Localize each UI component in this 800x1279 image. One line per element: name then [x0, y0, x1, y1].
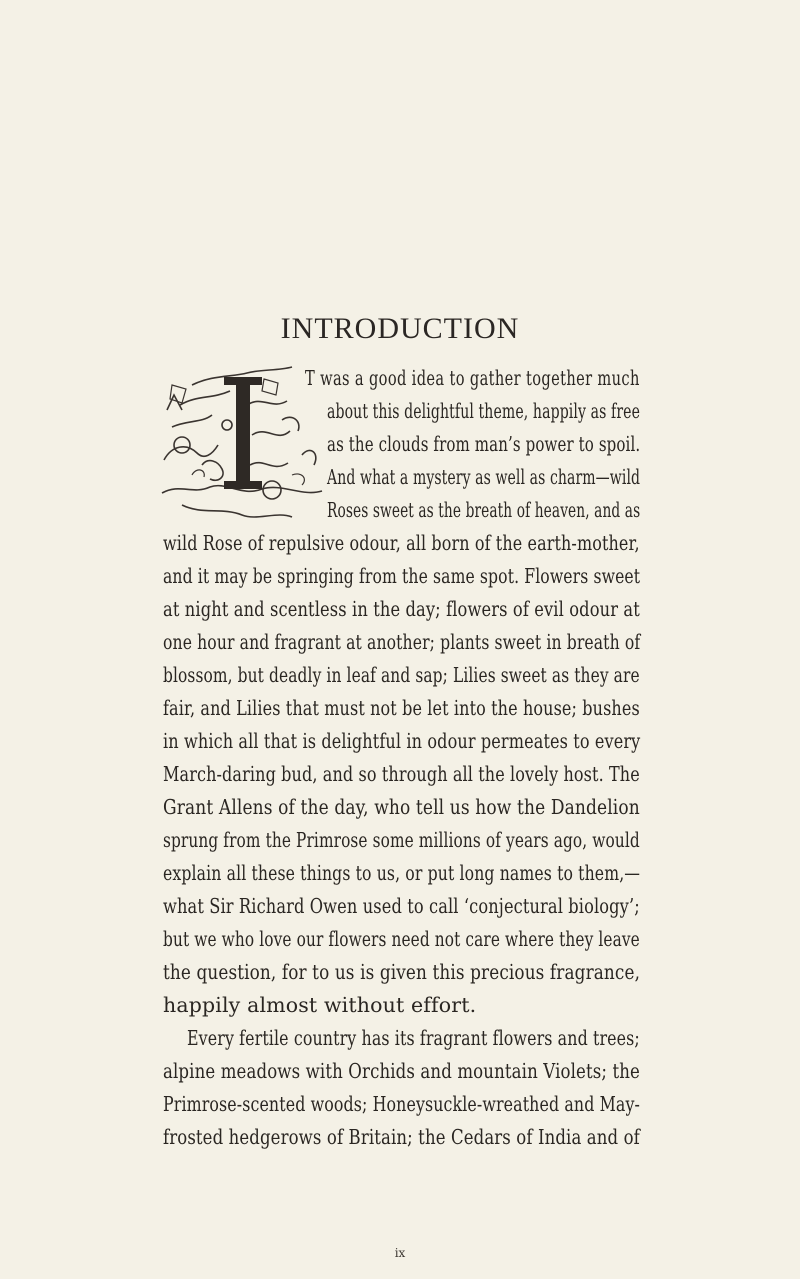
text-line: the question, for to us is given this precious fragrance, [163, 960, 641, 984]
ornamental-drop-cap [152, 365, 324, 523]
text-line: Every fertile country has its fragrant flowers and trees; [187, 1026, 640, 1050]
page-number: ix [394, 1246, 406, 1260]
chapter-title: INTRODUCTION [280, 312, 520, 345]
text-line: Primrose-scented woods; Honeysuckle-wreathed and May- [163, 1092, 640, 1116]
text-line: Roses sweet as the breath of heaven, and as [327, 498, 641, 522]
text-line: as the clouds from man’s power to spoil. [327, 432, 641, 456]
text-line: what Sir Richard Owen used to call ‘conjectural biology’; [163, 894, 640, 918]
text-line: but we who love our flowers need not care where they leave [163, 927, 640, 951]
text-line: fair, and Lilies that must not be let into the house; bushes [163, 696, 640, 720]
text-line: alpine meadows with Orchids and mountain Violets; the [163, 1059, 640, 1083]
text-line: explain all these things to us, or put long names to them,— [163, 861, 641, 885]
text-line: at night and scentless in the day; flowers of evil odour at [163, 597, 640, 621]
text-line: T was a good idea to gather together much [305, 366, 640, 390]
text-line: wild Rose of repulsive odour, all born of the earth-mother, [163, 531, 640, 555]
text-line: and it may be springing from the same spot. Flowers sweet [163, 564, 641, 588]
text-line: sprung from the Primrose some millions of years ago, would [163, 828, 640, 852]
text-line: happily almost without effort. [163, 993, 477, 1017]
text-line: about this delightful theme, happily as free [327, 399, 641, 423]
text-line: blossom, but deadly in leaf and sap; Lilies sweet as they are [163, 663, 640, 687]
text-line: frosted hedgerows of Britain; the Cedars of India and of [163, 1125, 640, 1149]
drop-cap-ornament-icon [152, 365, 324, 523]
text-line: March-daring bud, and so through all the lovely host. The [163, 762, 640, 786]
text-line: in which all that is delightful in odour permeates to every [163, 729, 641, 753]
text-line: one hour and fragrant at another; plants sweet in breath of [163, 630, 641, 654]
text-line: Grant Allens of the day, who tell us how the Dandelion [163, 795, 640, 819]
text-line: And what a mystery as well as charm—wild [327, 465, 641, 489]
